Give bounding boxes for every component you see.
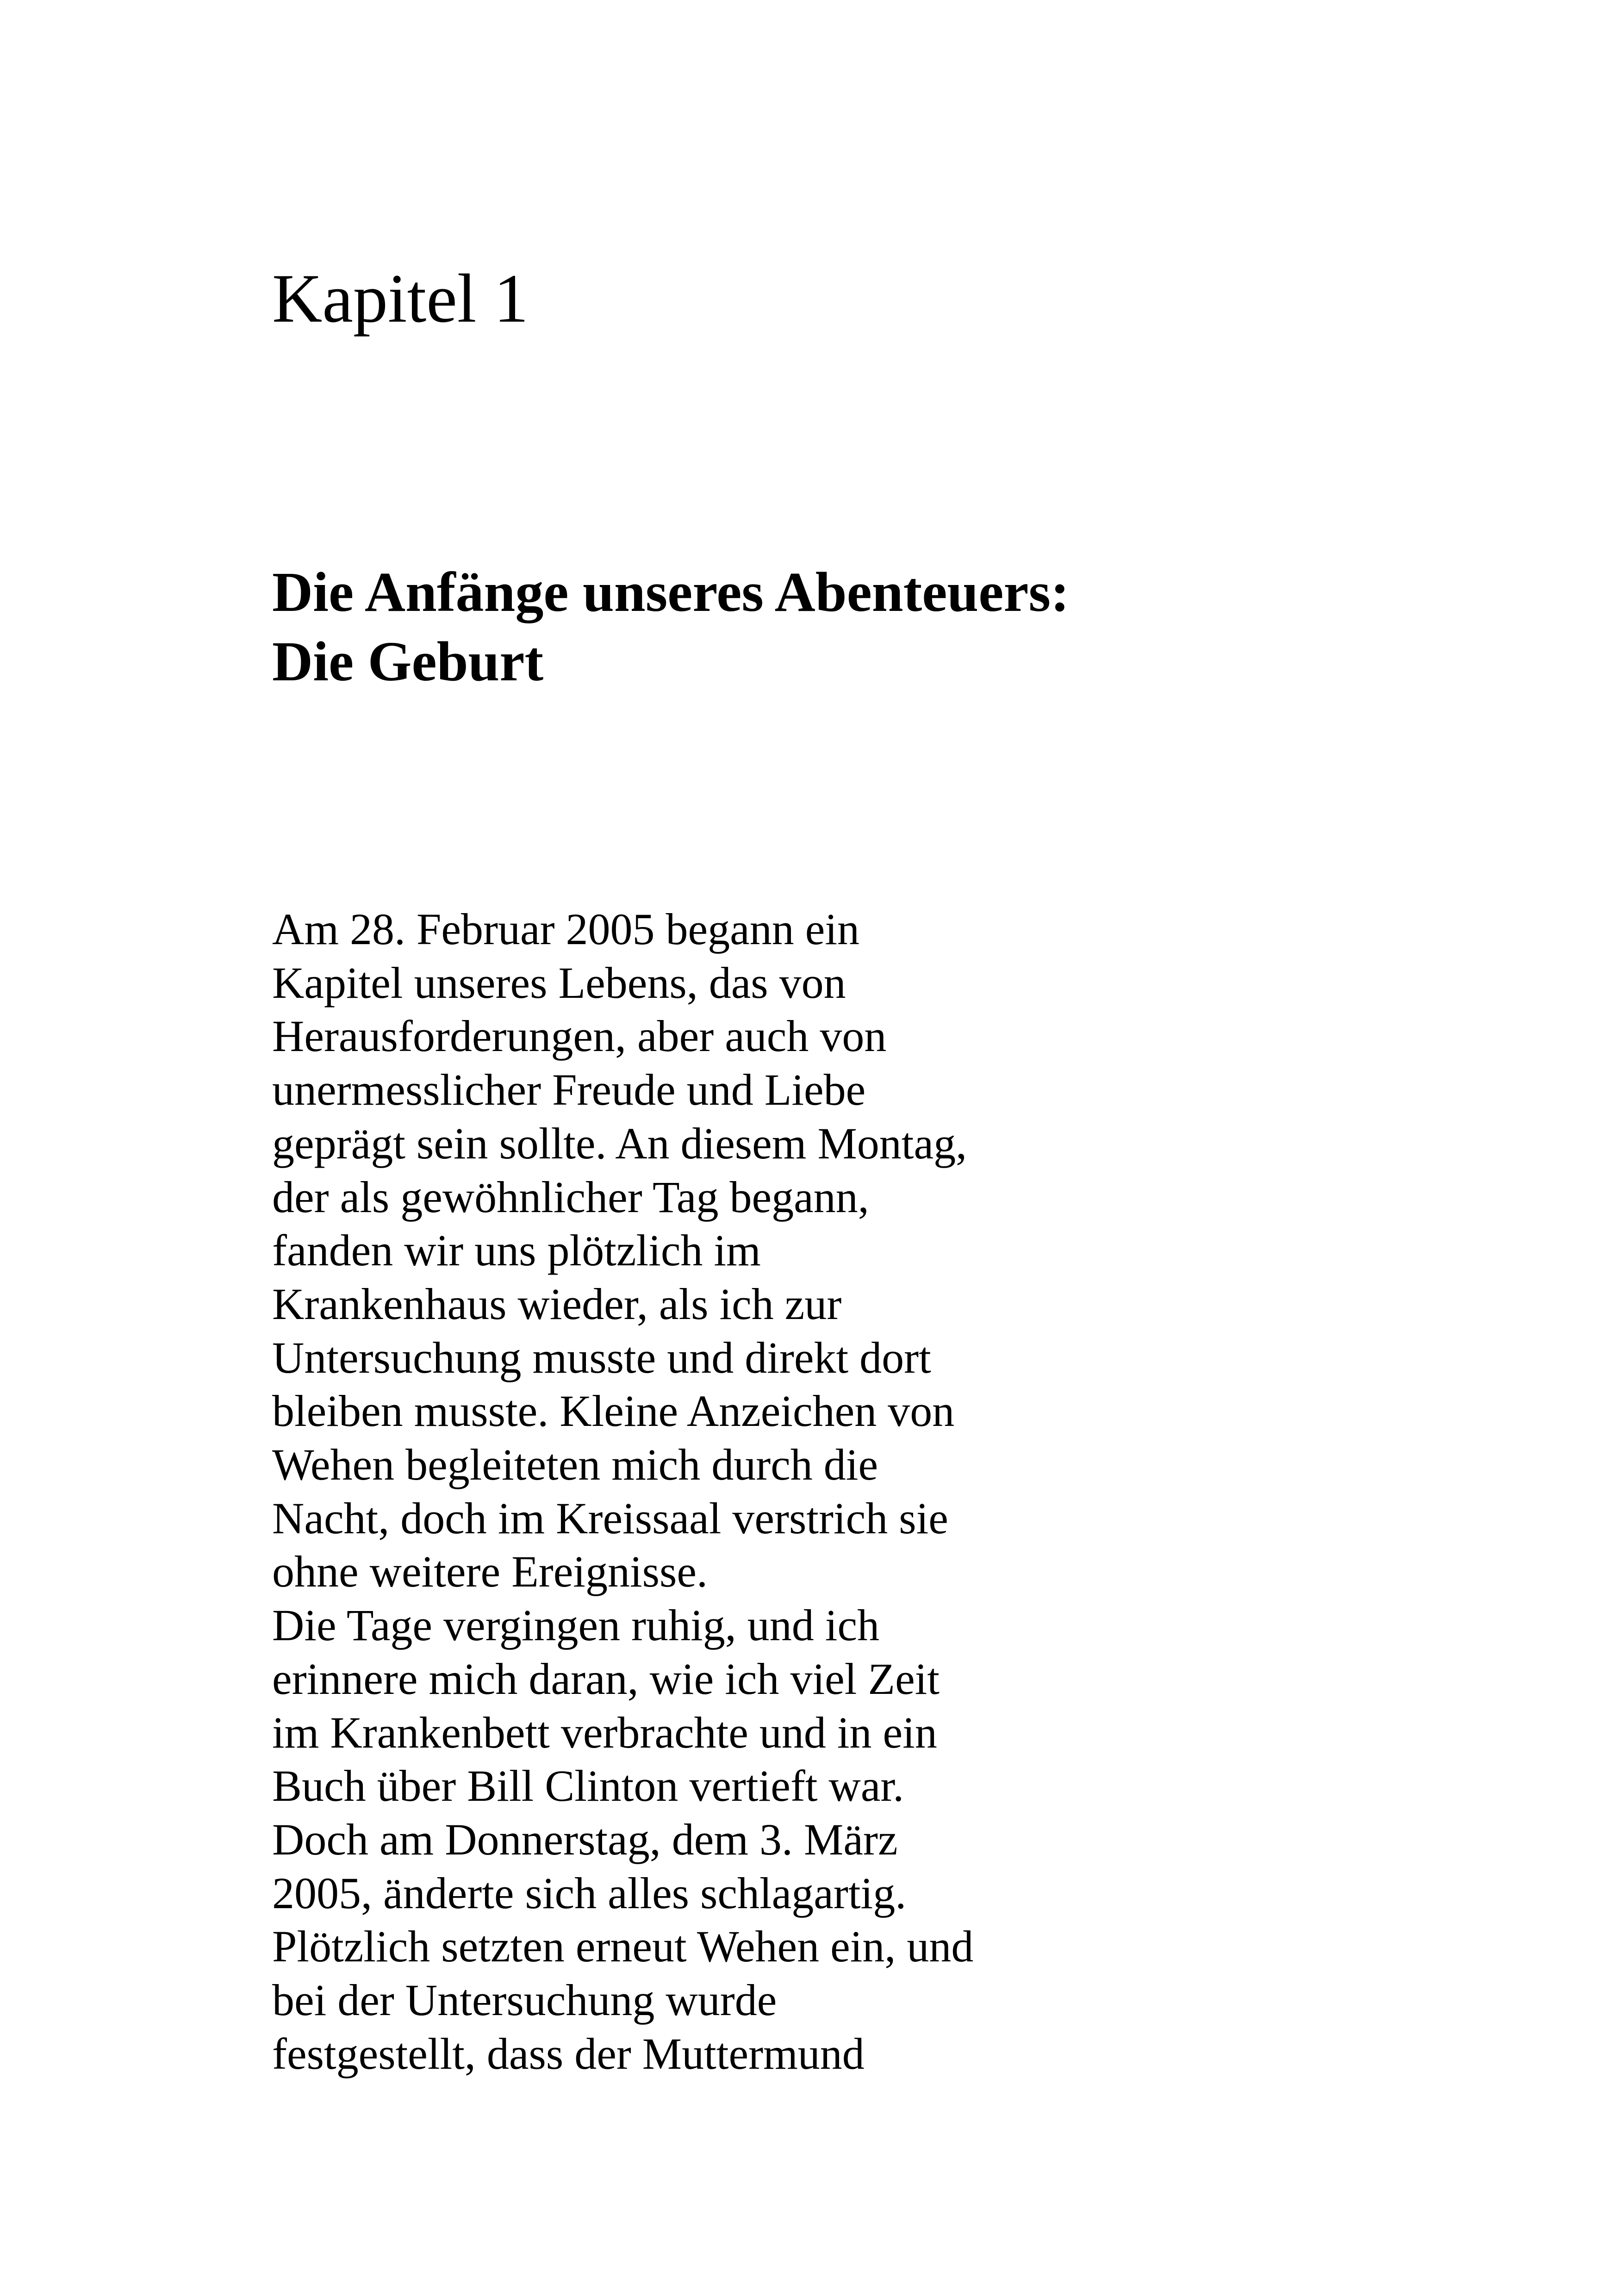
body-line: Untersuchung musste und direkt dort	[272, 1332, 931, 1382]
body-line: Buch über Bill Clinton vertieft war.	[272, 1761, 904, 1811]
body-line: erinnere mich daran, wie ich viel Zeit	[272, 1654, 940, 1704]
body-line: fanden wir uns plötzlich im	[272, 1226, 761, 1276]
body-line: unermesslicher Freude und Liebe	[272, 1065, 866, 1115]
body-line: geprägt sein sollte. An diesem Montag,	[272, 1118, 967, 1168]
body-line: Kapitel unseres Lebens, das von	[272, 958, 846, 1008]
body-line: Am 28. Februar 2005 begann ein	[272, 904, 860, 954]
body-line: der als gewöhnlicher Tag begann,	[272, 1172, 869, 1222]
body-line: Plötzlich setzten erneut Wehen ein, und	[272, 1922, 974, 1972]
chapter-title-line: Die Anfänge unseres Abenteuers:	[272, 561, 1070, 623]
body-line: Krankenhaus wieder, als ich zur	[272, 1279, 842, 1329]
body-line: im Krankenbett verbrachte und in ein	[272, 1707, 937, 1757]
chapter-title	[272, 558, 1070, 697]
body-text	[272, 902, 973, 2080]
body-line: Die Tage vergingen ruhig, und ich	[272, 1600, 880, 1650]
chapter-title-line: Die Geburt	[272, 630, 544, 693]
body-line: Doch am Donnerstag, dem 3. März	[272, 1814, 898, 1864]
body-line: bleiben musste. Kleine Anzeichen von	[272, 1386, 955, 1436]
body-line: 2005, änderte sich alles schlagartig.	[272, 1868, 907, 1918]
body-line: ohne weitere Ereignisse.	[272, 1547, 708, 1597]
body-line: Wehen begleiteten mich durch die	[272, 1440, 878, 1490]
body-line: festgestellt, dass der Muttermund	[272, 2028, 865, 2078]
chapter-label: Kapitel 1	[272, 260, 529, 337]
body-line: Nacht, doch im Kreissaal verstrich sie	[272, 1493, 948, 1543]
body-line: Herausforderungen, aber auch von	[272, 1011, 887, 1061]
body-line: bei der Untersuchung wurde	[272, 1975, 777, 2025]
